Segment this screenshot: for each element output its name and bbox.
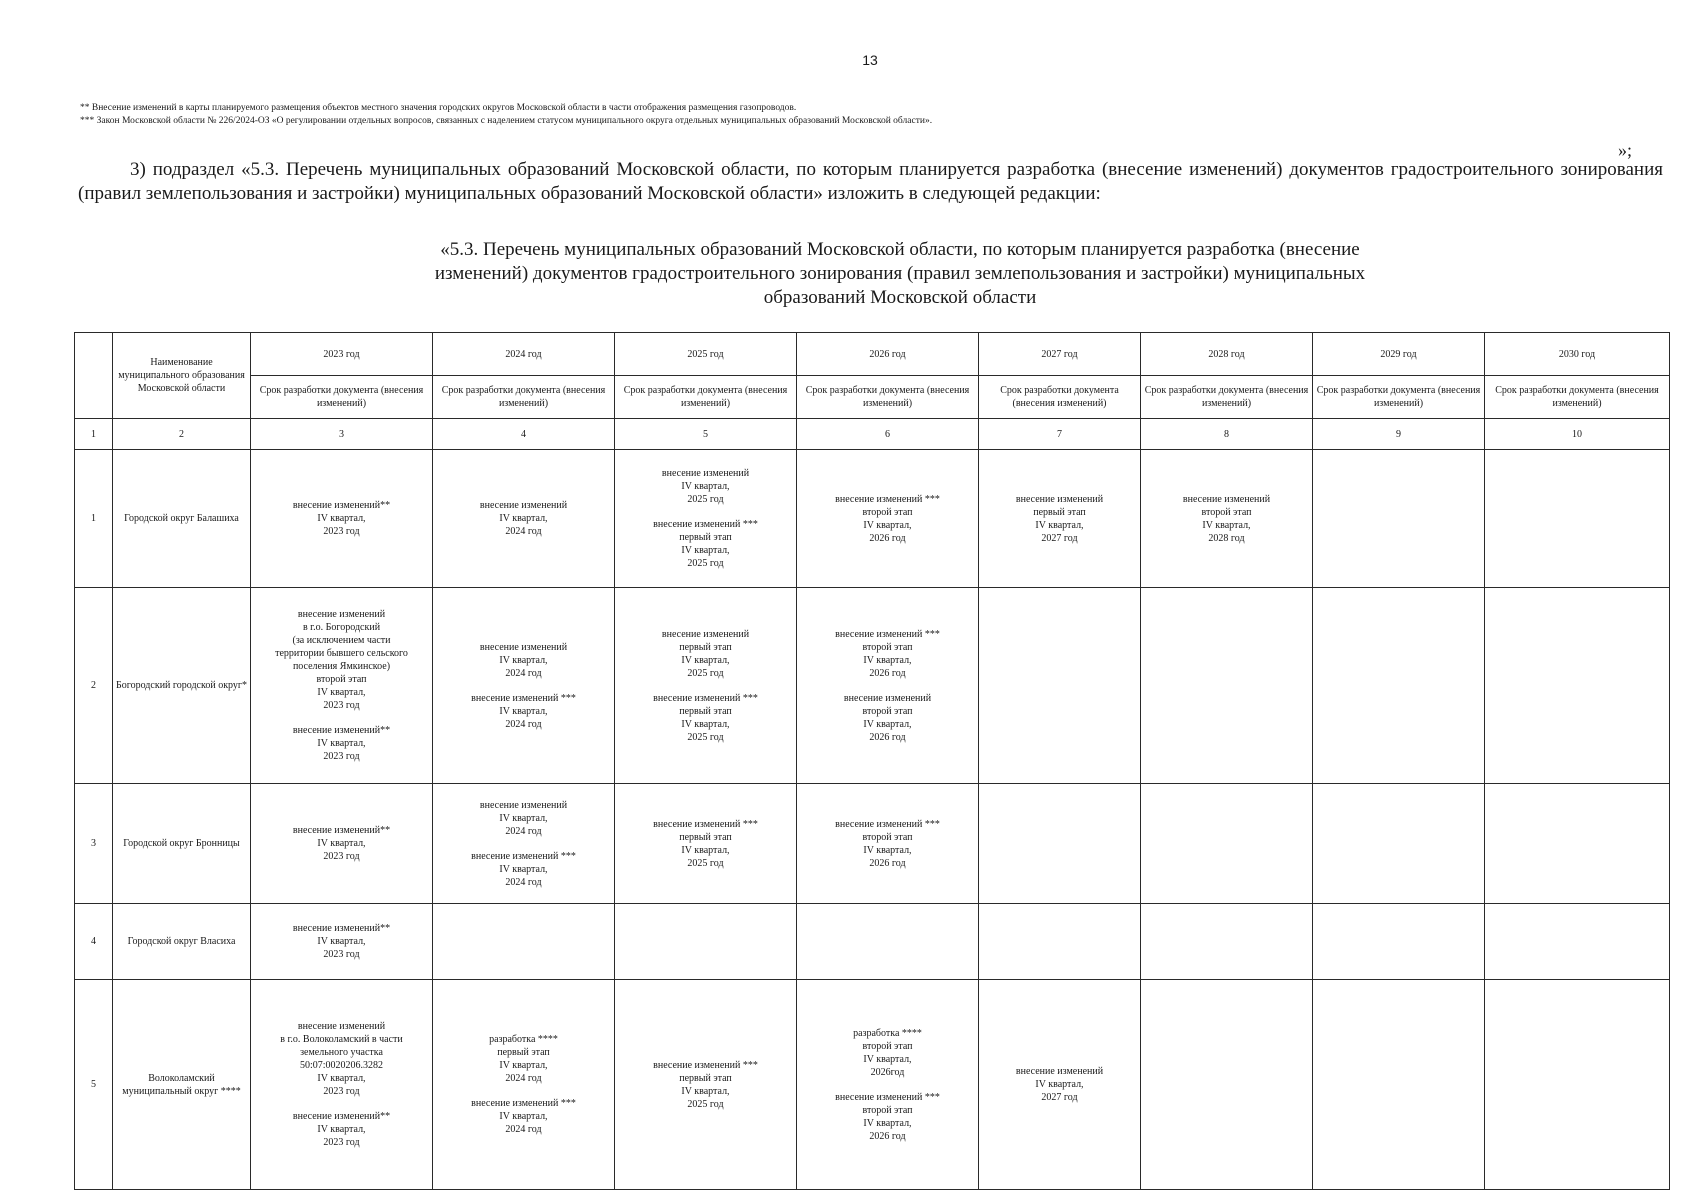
header-term: Срок разработки документа (внесения изменений) bbox=[797, 376, 979, 419]
schedule-entry-line: IV квартал, bbox=[317, 738, 366, 749]
column-number: 5 bbox=[615, 419, 797, 450]
schedule-entry-line: внесение изменений** bbox=[292, 725, 391, 736]
municipalities-table bbox=[74, 332, 1670, 1190]
schedule-entry-line: IV квартал, bbox=[863, 519, 912, 531]
schedule-entry-line: первый этап bbox=[679, 705, 732, 717]
header-term: Срок разработки документа (внесения изменений) bbox=[1141, 376, 1313, 419]
table-row bbox=[75, 784, 1670, 904]
schedule-entry-line: внесение изменений *** bbox=[835, 1091, 940, 1103]
schedule-entry-line: второй этап bbox=[862, 506, 913, 518]
schedule-cell bbox=[615, 588, 797, 784]
column-number: 4 bbox=[433, 419, 615, 450]
schedule-entry bbox=[436, 499, 611, 538]
schedule-entry-line: внесение изменений bbox=[661, 628, 750, 640]
schedule-entry-line: внесение изменений bbox=[1182, 493, 1271, 505]
schedule-cell bbox=[797, 980, 979, 1190]
schedule-cell bbox=[1141, 450, 1313, 588]
schedule-entry-line: первый этап bbox=[679, 831, 732, 843]
schedule-entry bbox=[618, 628, 793, 680]
schedule-entry-line: 2027 год bbox=[1041, 1092, 1078, 1103]
schedule-entry-line: второй этап bbox=[1201, 506, 1252, 518]
schedule-entry-line: IV квартал, bbox=[681, 1085, 730, 1097]
schedule-entry-line: второй этап bbox=[316, 674, 367, 685]
header-year: 2028 год bbox=[1141, 333, 1313, 376]
column-number: 9 bbox=[1313, 419, 1485, 450]
schedule-entry bbox=[436, 799, 611, 838]
schedule-entry-line: IV квартал, bbox=[1035, 519, 1084, 531]
schedule-entry-line: 2023 год bbox=[323, 949, 360, 960]
schedule-cell bbox=[797, 784, 979, 904]
schedule-entry-line: внесение изменений bbox=[479, 500, 568, 511]
schedule-entry bbox=[618, 1059, 793, 1111]
schedule-entry-line: IV квартал, bbox=[681, 481, 730, 492]
schedule-entry-line: в г.о. Богородский bbox=[302, 622, 381, 633]
header-year: 2026 год bbox=[797, 333, 979, 376]
schedule-entry-line: IV квартал, bbox=[317, 1124, 366, 1135]
schedule-entry-line: в г.о. Волоколамский в части bbox=[280, 1034, 403, 1045]
schedule-entry-line: IV квартал, bbox=[499, 863, 548, 875]
schedule-entry-line: 2024 год bbox=[505, 1073, 542, 1084]
schedule-entry-line: 2025 год bbox=[687, 494, 724, 505]
row-number: 4 bbox=[75, 904, 113, 980]
header-term: Срок разработки документа (внесения изменений) bbox=[979, 376, 1141, 419]
footnotes bbox=[80, 102, 932, 128]
schedule-entry bbox=[254, 499, 429, 538]
schedule-entry-line: IV квартал, bbox=[317, 838, 366, 849]
schedule-entry-line: 2025 год bbox=[687, 667, 724, 679]
schedule-entry-line: 2028 год bbox=[1208, 532, 1245, 544]
schedule-entry-line: 2026 год bbox=[869, 731, 906, 743]
schedule-entry-line: второй этап bbox=[862, 705, 913, 717]
schedule-entry bbox=[254, 608, 429, 712]
schedule-entry-line: 50:07:0020206.3282 bbox=[299, 1060, 384, 1071]
schedule-entry-line: внесение изменений *** bbox=[471, 850, 576, 862]
schedule-entry-line: 2025 год bbox=[687, 857, 724, 869]
amendment-paragraph: 3) подраздел «5.3. Перечень муниципальных образований Московской области, по которым планируется разработка (внесение изменений) документов градостроительного зонирования (правил землепользования и застройки) муниципальных образований Московской области» изложить в следующей редакции: bbox=[78, 159, 1663, 204]
header-row-years bbox=[75, 333, 1670, 376]
schedule-entry-line: внесение изменений bbox=[479, 799, 568, 811]
schedule-entry-line: 2023 год bbox=[323, 751, 360, 762]
schedule-entry bbox=[800, 1091, 975, 1143]
column-number: 8 bbox=[1141, 419, 1313, 450]
schedule-entry-line: IV квартал, bbox=[681, 545, 730, 556]
schedule-entry-line: 2024 год bbox=[505, 1124, 542, 1135]
schedule-entry-line: (за исключением части bbox=[292, 635, 391, 646]
schedule-entry bbox=[436, 692, 611, 731]
schedule-cell bbox=[615, 450, 797, 588]
schedule-entry-line: внесение изменений *** bbox=[835, 493, 940, 505]
header-term: Срок разработки документа (внесения изменений) bbox=[251, 376, 433, 419]
schedule-entry-line: внесение изменений** bbox=[292, 500, 391, 511]
schedule-entry-line: IV квартал, bbox=[1035, 1079, 1084, 1090]
schedule-entry bbox=[254, 922, 429, 961]
header-municipality-name: Наименование муниципального образования Московской области bbox=[113, 333, 251, 419]
schedule-cell bbox=[1485, 784, 1670, 904]
schedule-entry-line: территории бывшего сельского bbox=[275, 648, 408, 659]
schedule-entry-line: внесение изменений bbox=[297, 609, 386, 620]
schedule-cell bbox=[251, 784, 433, 904]
schedule-entry bbox=[254, 724, 429, 763]
schedule-entry-line: первый этап bbox=[497, 1047, 550, 1058]
footnote-gas-pipelines: ** Внесение изменений в карты планируемого размещения объектов местного значения городских округов Московской области в части отображения размещения газопроводов. bbox=[80, 103, 797, 113]
schedule-entry-line: 2026 год bbox=[869, 532, 906, 544]
row-number: 5 bbox=[75, 980, 113, 1190]
schedule-cell bbox=[251, 904, 433, 980]
schedule-entry-line: внесение изменений** bbox=[292, 825, 391, 836]
table-row bbox=[75, 588, 1670, 784]
schedule-entry-line: IV квартал, bbox=[681, 718, 730, 730]
footnote-law-226: *** Закон Московской области № 226/2024-ОЗ «О регулировании отдельных вопросов, связанных с наделением статусом муниципального округа отдельных муниципальных образований Московской области». bbox=[80, 116, 933, 126]
schedule-cell bbox=[1485, 904, 1670, 980]
column-number: 3 bbox=[251, 419, 433, 450]
schedule-cell bbox=[1313, 450, 1485, 588]
header-year: 2030 год bbox=[1485, 333, 1670, 376]
schedule-cell bbox=[1313, 588, 1485, 784]
schedule-entry-line: 2023 год bbox=[323, 1137, 360, 1148]
schedule-entry-line: земельного участка bbox=[300, 1047, 383, 1058]
schedule-entry-line: первый этап bbox=[679, 532, 732, 543]
schedule-entry-line: второй этап bbox=[862, 1040, 913, 1052]
schedule-entry bbox=[618, 467, 793, 506]
schedule-cell bbox=[1141, 784, 1313, 904]
schedule-cell bbox=[433, 904, 615, 980]
schedule-cell bbox=[1141, 904, 1313, 980]
schedule-entry-line: IV квартал, bbox=[317, 936, 366, 947]
schedule-entry-line: 2023 год bbox=[323, 526, 360, 537]
schedule-entry-line: 2023 год bbox=[323, 700, 360, 711]
schedule-entry-line: внесение изменений *** bbox=[835, 628, 940, 640]
municipality-name: Городской округ Балашиха bbox=[113, 450, 251, 588]
schedule-entry-line: 2024 год bbox=[505, 825, 542, 837]
schedule-cell bbox=[979, 980, 1141, 1190]
schedule-entry bbox=[436, 850, 611, 889]
header-year: 2024 год bbox=[433, 333, 615, 376]
header-term: Срок разработки документа (внесения изменений) bbox=[1313, 376, 1485, 419]
schedule-entry-line: внесение изменений** bbox=[292, 1111, 391, 1122]
schedule-entry-line: IV квартал, bbox=[499, 812, 548, 824]
schedule-entry-line: первый этап bbox=[679, 641, 732, 653]
schedule-entry-line: внесение изменений** bbox=[292, 923, 391, 934]
schedule-entry-line: 2026 год bbox=[869, 667, 906, 679]
schedule-entry-line: 2027 год bbox=[1041, 532, 1078, 544]
schedule-entry-line: внесение изменений bbox=[1015, 493, 1104, 505]
municipality-name: Городской округ Бронницы bbox=[113, 784, 251, 904]
schedule-cell bbox=[615, 980, 797, 1190]
schedule-entry-line: внесение изменений bbox=[843, 692, 932, 704]
table-row bbox=[75, 904, 1670, 980]
schedule-entry-line: внесение изменений *** bbox=[835, 818, 940, 830]
schedule-cell bbox=[615, 784, 797, 904]
municipality-name: Городской округ Власиха bbox=[113, 904, 251, 980]
schedule-entry-line: IV квартал, bbox=[863, 844, 912, 856]
header-row-terms bbox=[75, 376, 1670, 419]
schedule-cell bbox=[1141, 980, 1313, 1190]
header-year: 2023 год bbox=[251, 333, 433, 376]
schedule-entry-line: внесение изменений bbox=[661, 468, 750, 479]
schedule-entry-line: IV квартал, bbox=[863, 718, 912, 730]
schedule-entry bbox=[254, 1020, 429, 1098]
schedule-cell bbox=[1485, 450, 1670, 588]
schedule-entry-line: 2024 год bbox=[505, 667, 542, 679]
schedule-entry-line: 2026 год bbox=[869, 1130, 906, 1142]
schedule-entry-line: 2024 год bbox=[505, 876, 542, 888]
schedule-entry-line: внесение изменений bbox=[297, 1021, 386, 1032]
schedule-entry-line: 2023 год bbox=[323, 1086, 360, 1097]
schedule-entry-line: внесение изменений *** bbox=[471, 692, 576, 704]
schedule-entry-line: IV квартал, bbox=[317, 513, 366, 524]
schedule-cell bbox=[1141, 588, 1313, 784]
schedule-entry bbox=[254, 824, 429, 863]
schedule-cell bbox=[797, 588, 979, 784]
schedule-entry-line: внесение изменений *** bbox=[653, 519, 758, 530]
schedule-entry-line: 2025 год bbox=[687, 731, 724, 743]
schedule-entry bbox=[436, 641, 611, 680]
schedule-entry-line: второй этап bbox=[862, 641, 913, 653]
column-number: 1 bbox=[75, 419, 113, 450]
column-number: 2 bbox=[113, 419, 251, 450]
schedule-entry bbox=[254, 1110, 429, 1149]
row-number: 2 bbox=[75, 588, 113, 784]
schedule-cell bbox=[251, 450, 433, 588]
header-empty-num bbox=[75, 333, 113, 419]
schedule-cell bbox=[251, 588, 433, 784]
schedule-entry-line: 2026 год bbox=[869, 857, 906, 869]
column-number: 7 bbox=[979, 419, 1141, 450]
header-year: 2027 год bbox=[979, 333, 1141, 376]
schedule-entry bbox=[618, 518, 793, 570]
schedule-entry bbox=[982, 493, 1137, 545]
schedule-entry-line: IV квартал, bbox=[863, 654, 912, 666]
closing-quote: »; bbox=[1618, 140, 1633, 160]
schedule-entry-line: первый этап bbox=[1033, 506, 1086, 518]
schedule-entry bbox=[618, 692, 793, 744]
schedule-cell bbox=[1313, 784, 1485, 904]
schedule-cell bbox=[251, 980, 433, 1190]
schedule-cell bbox=[1313, 904, 1485, 980]
schedule-entry-line: 2026год bbox=[870, 1066, 905, 1078]
schedule-entry bbox=[800, 818, 975, 870]
schedule-entry-line: 2025 год bbox=[687, 1098, 724, 1110]
row-number: 3 bbox=[75, 784, 113, 904]
schedule-entry-line: поселения Ямкинское) bbox=[292, 661, 391, 672]
schedule-entry bbox=[800, 628, 975, 680]
schedule-entry-line: внесение изменений *** bbox=[653, 818, 758, 830]
schedule-cell bbox=[979, 450, 1141, 588]
schedule-entry-line: 2024 год bbox=[505, 526, 542, 537]
header-year: 2025 год bbox=[615, 333, 797, 376]
schedule-entry-line: второй этап bbox=[862, 1104, 913, 1116]
schedule-entry bbox=[618, 818, 793, 870]
schedule-cell bbox=[1313, 980, 1485, 1190]
schedule-entry-line: IV квартал, bbox=[681, 844, 730, 856]
schedule-entry-line: 2024 год bbox=[505, 718, 542, 730]
schedule-entry-line: IV квартал, bbox=[1202, 519, 1251, 531]
schedule-entry bbox=[436, 1097, 611, 1136]
schedule-entry-line: IV квартал, bbox=[681, 654, 730, 666]
schedule-cell bbox=[979, 784, 1141, 904]
municipality-name: Богородский городской округ* bbox=[113, 588, 251, 784]
schedule-entry-line: IV квартал, bbox=[317, 1073, 366, 1084]
schedule-cell bbox=[615, 904, 797, 980]
schedule-entry-line: IV квартал, bbox=[863, 1117, 912, 1129]
schedule-cell bbox=[797, 450, 979, 588]
schedule-entry-line: IV квартал, bbox=[499, 1060, 548, 1071]
schedule-cell bbox=[433, 980, 615, 1190]
schedule-entry bbox=[436, 1033, 611, 1085]
table-title: «5.3. Перечень муниципальных образований Московской области, по которым планируется разработка (внесение изменений) документов градостроительного зонирования (правил землепользования и застройки) муниципальных образований Московской области bbox=[434, 239, 1366, 308]
schedule-entry bbox=[800, 1027, 975, 1079]
schedule-cell bbox=[979, 904, 1141, 980]
schedule-entry-line: внесение изменений *** bbox=[471, 1098, 576, 1109]
schedule-entry-line: внесение изменений bbox=[479, 641, 568, 653]
schedule-entry-line: разработка **** bbox=[489, 1034, 558, 1045]
schedule-entry-line: 2025 год bbox=[687, 558, 724, 569]
header-term: Срок разработки документа (внесения изменений) bbox=[1485, 376, 1670, 419]
schedule-entry-line: IV квартал, bbox=[499, 705, 548, 717]
municipality-name: Волоколамский муниципальный округ **** bbox=[113, 980, 251, 1190]
schedule-cell bbox=[433, 450, 615, 588]
schedule-cell bbox=[433, 784, 615, 904]
schedule-entry bbox=[800, 692, 975, 744]
schedule-entry-line: IV квартал, bbox=[863, 1053, 912, 1065]
schedule-entry bbox=[982, 1065, 1137, 1104]
schedule-entry-line: IV квартал, bbox=[499, 654, 548, 666]
row-number: 1 bbox=[75, 450, 113, 588]
header-term: Срок разработки документа (внесения изменений) bbox=[433, 376, 615, 419]
table-row bbox=[75, 980, 1670, 1190]
schedule-cell bbox=[1485, 588, 1670, 784]
column-number: 10 bbox=[1485, 419, 1670, 450]
column-numbers-row bbox=[75, 419, 1670, 450]
schedule-entry-line: второй этап bbox=[862, 831, 913, 843]
table-row bbox=[75, 450, 1670, 588]
header-term: Срок разработки документа (внесения изменений) bbox=[615, 376, 797, 419]
schedule-entry-line: разработка **** bbox=[853, 1027, 922, 1039]
schedule-entry-line: IV квартал, bbox=[499, 513, 548, 524]
schedule-cell bbox=[979, 588, 1141, 784]
schedule-cell bbox=[797, 904, 979, 980]
page-number: 13 bbox=[862, 52, 878, 68]
schedule-cell bbox=[433, 588, 615, 784]
schedule-entry-line: 2023 год bbox=[323, 851, 360, 862]
schedule-cell bbox=[1485, 980, 1670, 1190]
schedule-entry-line: IV квартал, bbox=[499, 1111, 548, 1122]
schedule-entry bbox=[800, 493, 975, 545]
schedule-entry-line: внесение изменений *** bbox=[653, 1059, 758, 1071]
schedule-entry-line: внесение изменений *** bbox=[653, 692, 758, 704]
schedule-entry-line: первый этап bbox=[679, 1072, 732, 1084]
schedule-entry-line: внесение изменений bbox=[1015, 1066, 1104, 1077]
schedule-entry bbox=[1144, 493, 1309, 545]
column-number: 6 bbox=[797, 419, 979, 450]
schedule-entry-line: IV квартал, bbox=[317, 687, 366, 698]
header-year: 2029 год bbox=[1313, 333, 1485, 376]
